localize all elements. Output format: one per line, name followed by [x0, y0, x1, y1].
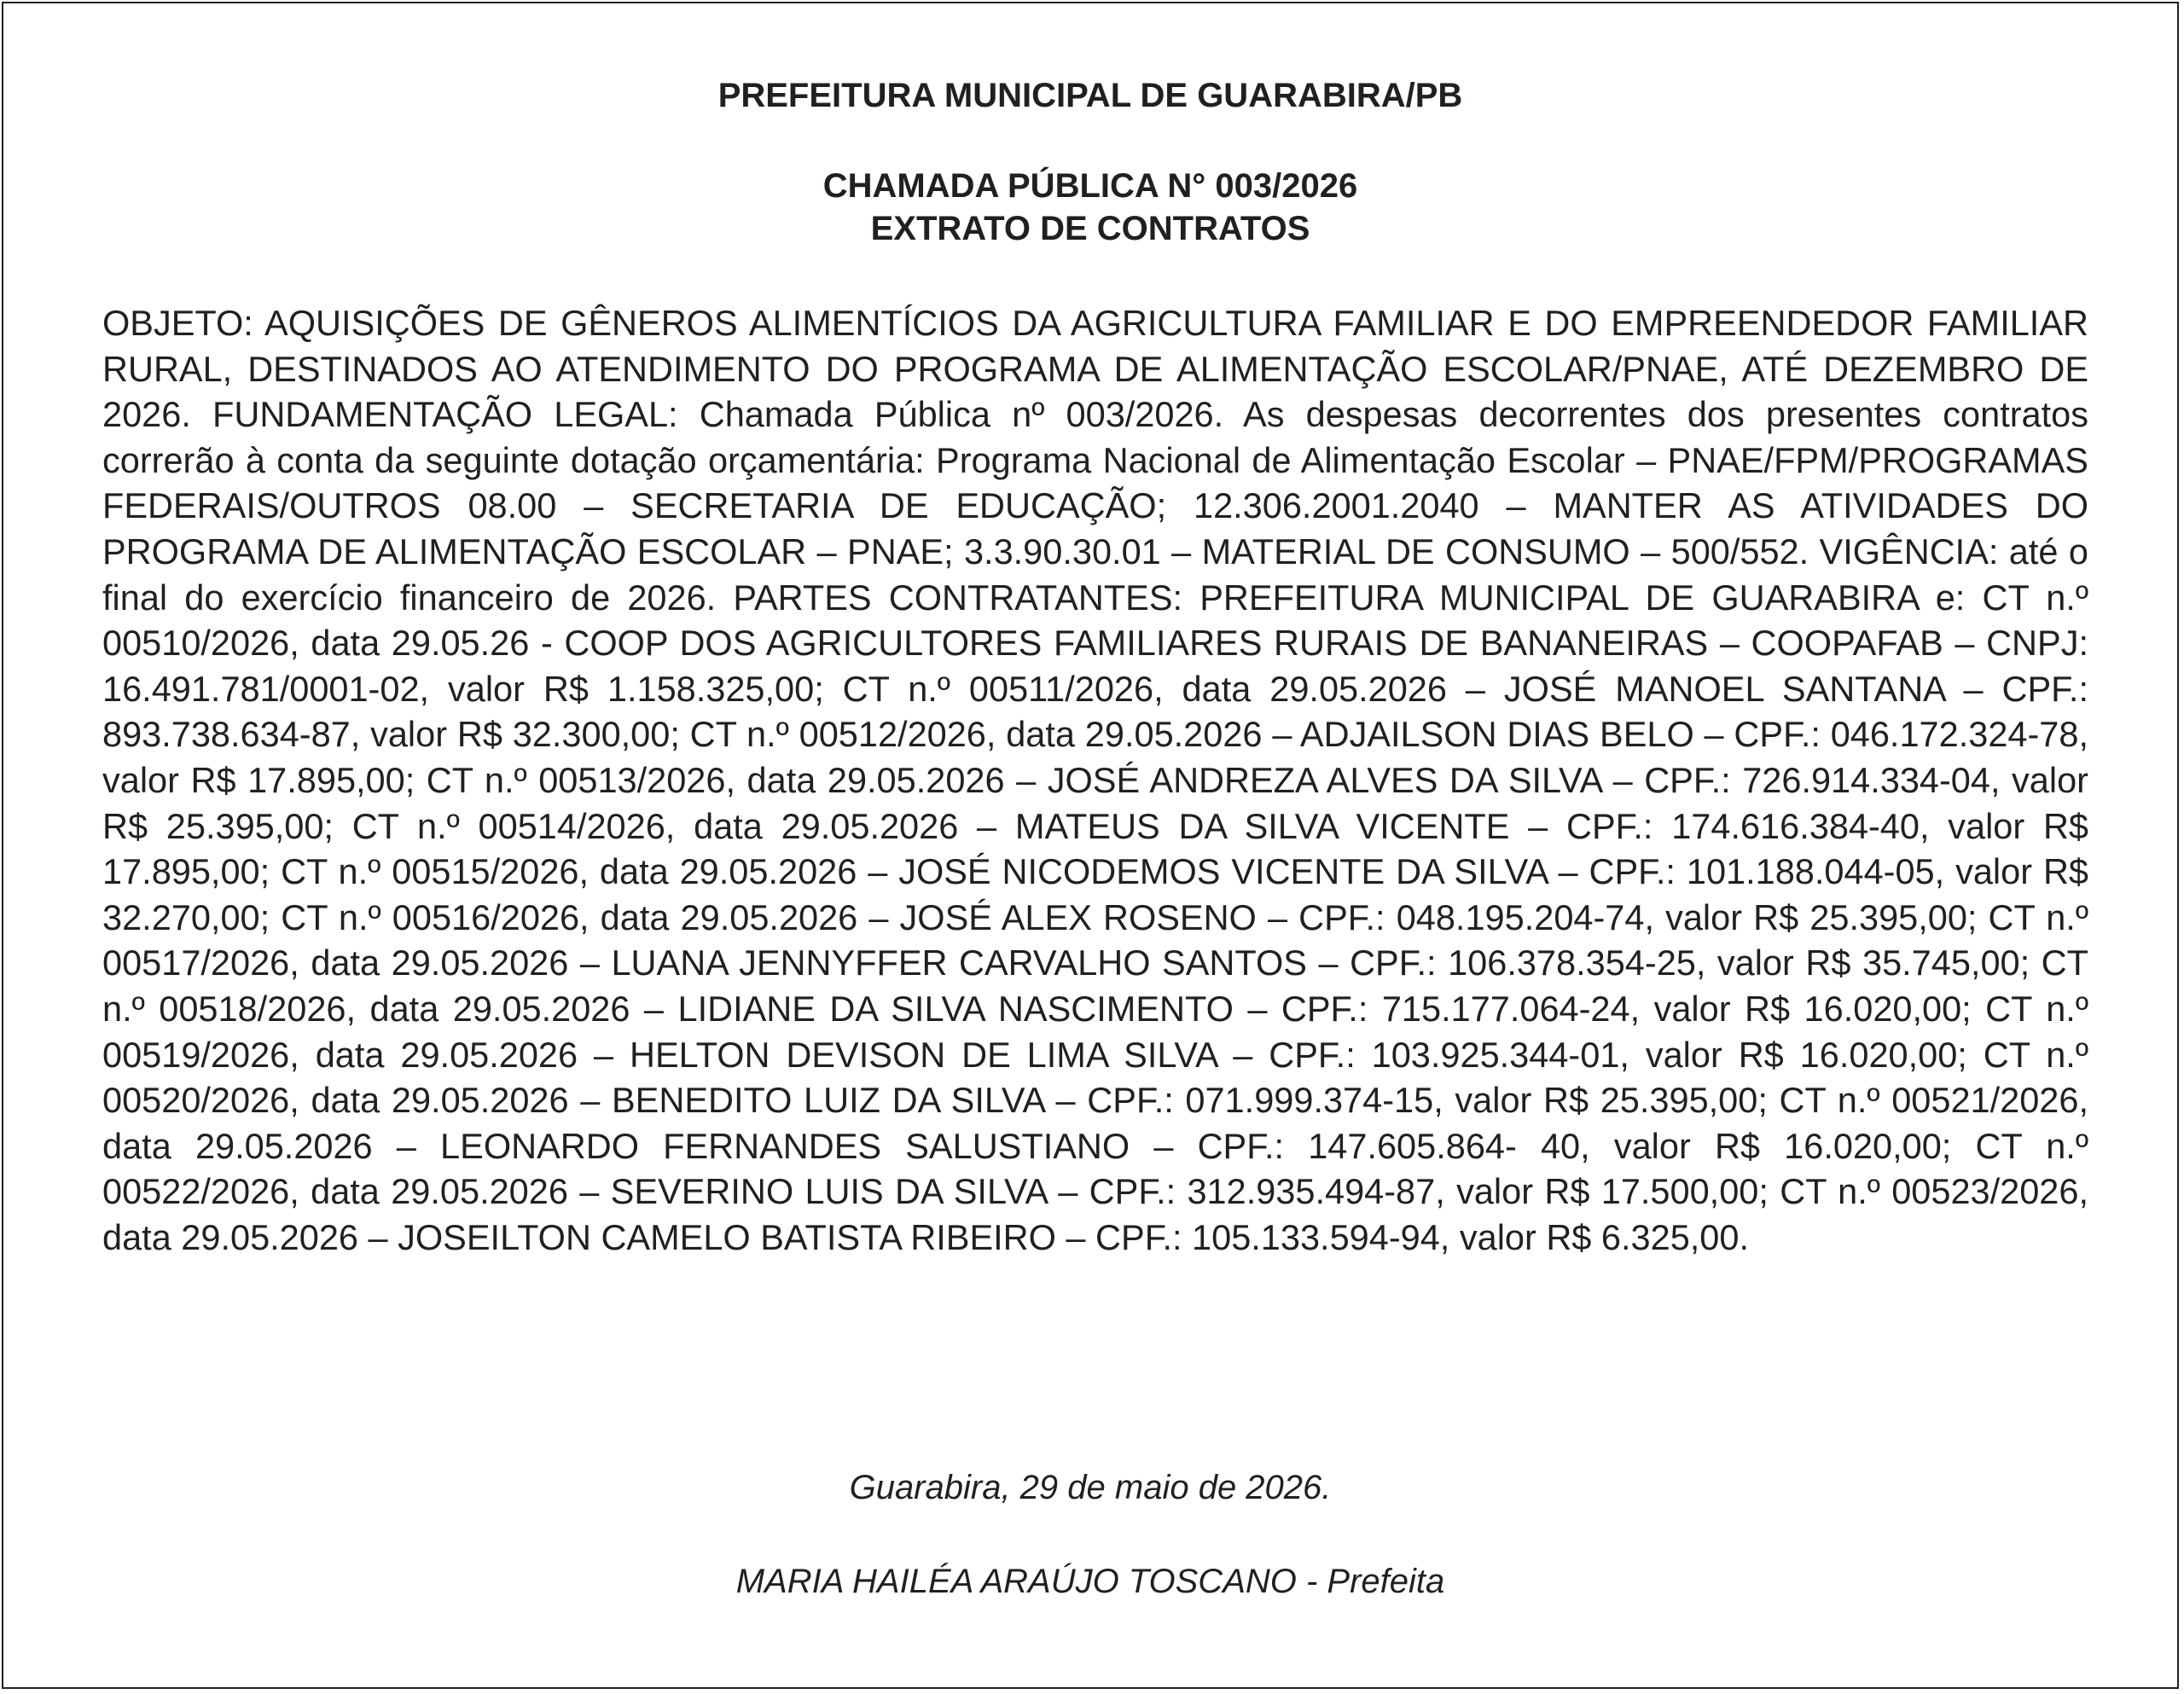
document-subtitle-notice-number: CHAMADA PÚBLICA N° 003/2026	[822, 167, 1358, 205]
document-frame	[2, 2, 2179, 1689]
document-signature: MARIA HAILÉA ARAÚJO TOSCANO - Prefeita	[735, 1563, 1445, 1600]
document-body-text: OBJETO: AQUISIÇÕES DE GÊNEROS ALIMENTÍCIOS DA AGRICULTURA FAMILIAR E DO EMPREENDEDOR FAMILIAR RURAL, DESTINADOS AO ATENDIMENTO DO PROGRAMA DE ALIMENTAÇÃO ESCOLAR/PNAE, ATÉ DEZEMBRO DE 2026. FUNDAMENTAÇÃO LEGAL: Chamada Pública nº 003/2026. As despesas decorrentes dos presentes contratos correrão à conta da seguinte dotação orçamentária: Programa Nacional de Alimentação Escolar – PNAE/FPM/PROGRAMAS FEDERAIS/OUTROS 08.00 – SECRETARIA DE EDUCAÇÃO; 12.306.2001.2040 – MANTER AS ATIVIDADES DO PROGRAMA DE ALIMENTAÇÃO ESCOLAR – PNAE; 3.3.90.30.01 – MATERIAL DE CONSUMO – 500/552. VIGÊNCIA: até o final do exercício financeiro de 2026. PARTES CONTRATANTES: PREFEITURA MUNICIPAL DE GUARABIRA e: CT n.º 00510/2026, data 29.05.26 - COOP DOS AGRICULTORES FAMILIARES RURAIS DE BANANEIRAS – COOPAFAB – CNPJ: 16.491.781/0001-02, valor R$ 1.158.325,00; CT n.º 00511/2026, data 29.05.2026 – JOSÉ MANOEL SANTANA – CPF.: 893.738.634-87, valor R$ 32.300,00; CT n.º 00512/2026, data 29.05.2026 – ADJAILSON DIAS BELO – CPF.: 046.172.324-78, valor R$ 17.895,00; CT n.º 00513/2026, data 29.05.2026 – JOSÉ ANDREZA ALVES DA SILVA – CPF.: 726.914.334-04, valor R$ 25.395,00; CT n.º 00514/2026, data 29.05.2026 – MATEUS DA SILVA VICENTE – CPF.: 174.616.384-40, valor R$ 17.895,00; CT n.º 00515/2026, data 29.05.2026 – JOSÉ NICODEMOS VICENTE DA SILVA – CPF.: 101.188.044-05, valor R$ 32.270,00; CT n.º 00516/2026, data 29.05.2026 – JOSÉ ALEX ROSENO – CPF.: 048.195.204-74, valor R$ 25.395,00; CT n.º 00517/2026, data 29.05.2026 – LUANA JENNYFFER CARVALHO SANTOS – CPF.: 106.378.354-25, valor R$ 35.745,00; CT n.º 00518/2026, data 29.05.2026 – LIDIANE DA SILVA NASCIMENTO – CPF.: 715.177.064-24, valor R$ 16.020,00; CT n.º 00519/2026, data 29.05.2026 – HELTON DEVISON DE LIMA SILVA – CPF.: 103.925.344-01, valor R$ 16.020,00; CT n.º 00520/2026, data 29.05.2026 – BENEDITO LUIZ DA SILVA – CPF.: 071.999.374-15, valor R$ 25.395,00; CT n.º 00521/2026, data 29.05.2026 – LEONARDO FERNANDES SALUSTIANO – CPF.: 147.605.864- 40, valor R$ 16.020,00; CT n.º 00522/2026, data 29.05.2026 – SEVERINO LUIS DA SILVA – CPF.: 312.935.494-87, valor R$ 17.500,00; CT n.º 00523/2026, data 29.05.2026 – JOSEILTON CAMELO BATISTA RIBEIRO – CPF.: 105.133.594-94, valor R$ 6.325,00.	[102, 303, 2088, 1257]
document-title: PREFEITURA MUNICIPAL DE GUARABIRA/PB	[717, 77, 1463, 114]
document-place-date: Guarabira, 29 de maio de 2026.	[849, 1469, 1332, 1506]
document-subtitle-extract: EXTRATO DE CONTRATOS	[870, 210, 1310, 247]
